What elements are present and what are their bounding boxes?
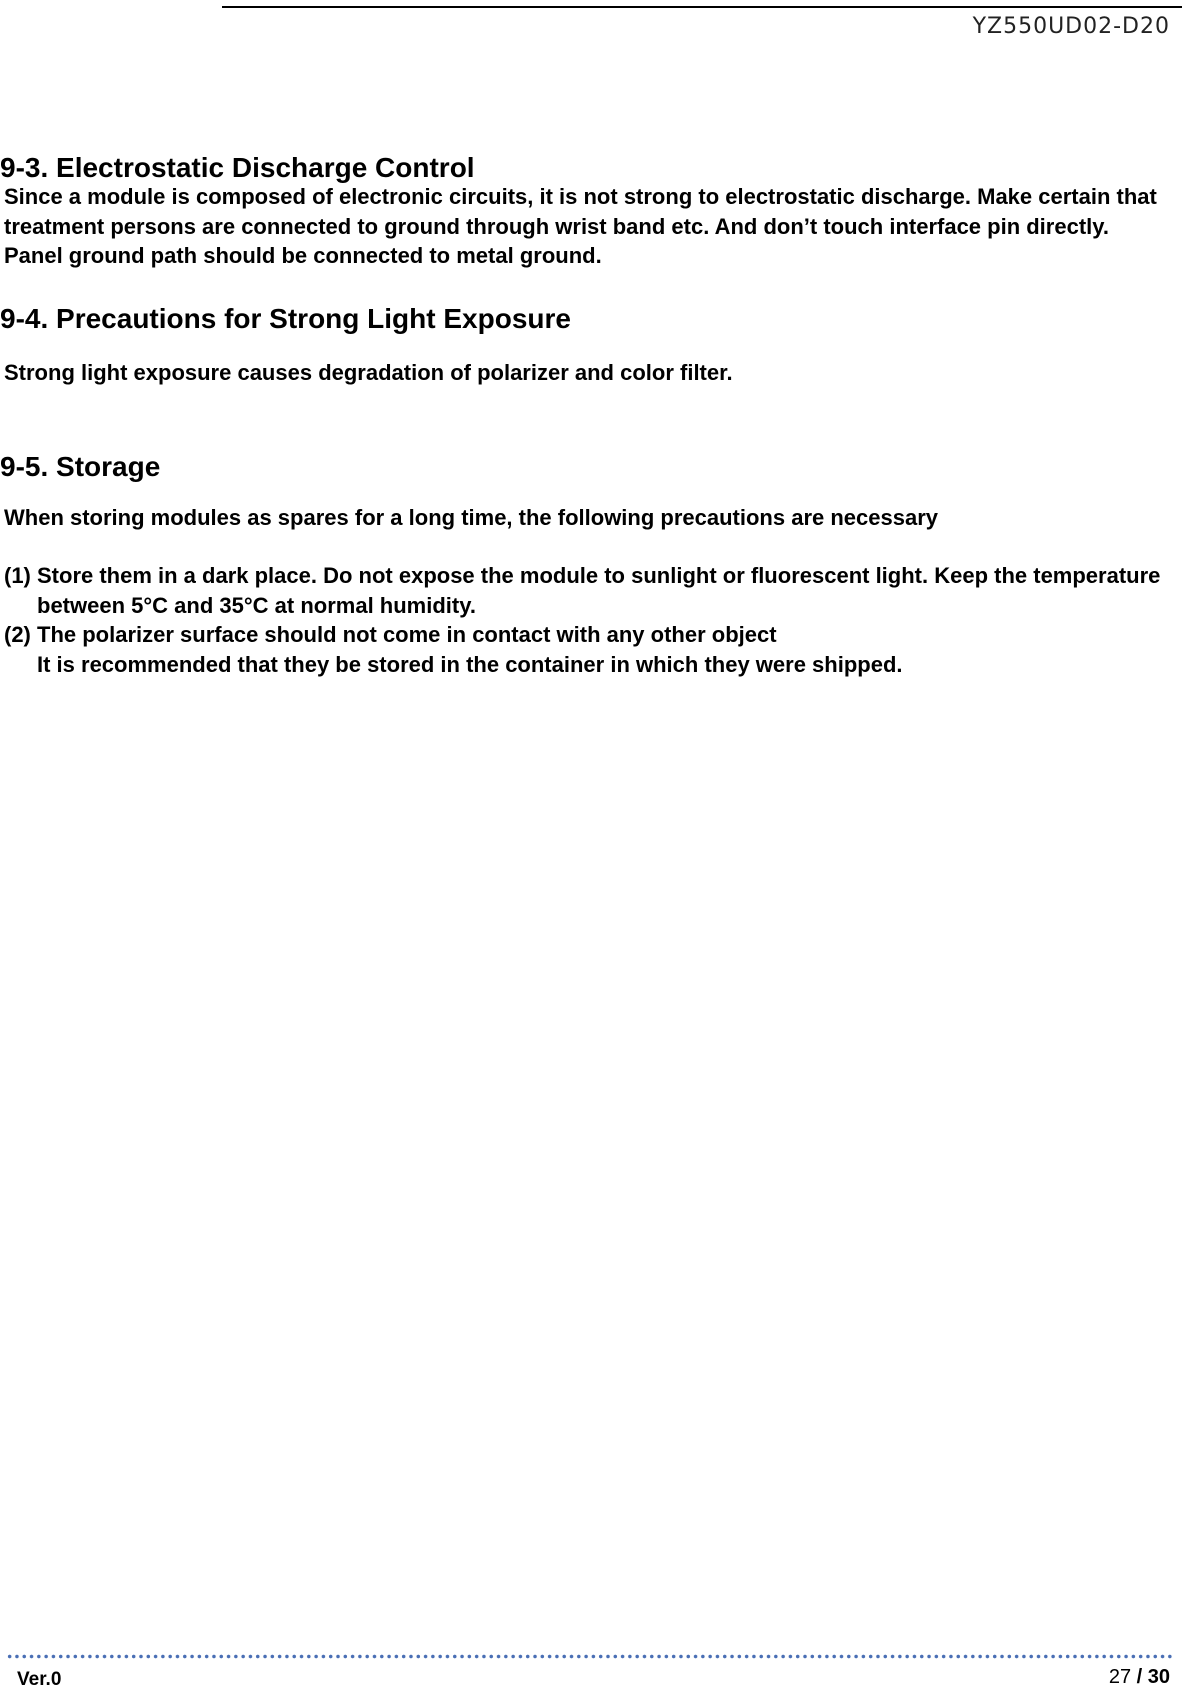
storage-intro: When storing modules as spares for a long time, the following precautions are necessary — [4, 505, 939, 530]
header-rule — [222, 6, 1182, 8]
version-label: Ver.0 — [17, 1669, 62, 1690]
list-item: (2) The polarizer surface should not come in contact with any other object — [4, 622, 777, 647]
footer-dotted-rule — [6, 1654, 1174, 1659]
section-body-light — [4, 358, 733, 388]
section-heading-esd: 9-3. Electrostatic Discharge Control — [0, 152, 475, 183]
text-line: Strong light exposure causes degradation of polarizer and color filter. — [4, 360, 733, 385]
page-number — [1109, 1666, 1170, 1689]
text-line: Since a module is composed of electronic circuits, it is not strong to electrostatic discharge. Make certain that — [4, 184, 1157, 209]
page-separator: / — [1131, 1666, 1148, 1688]
page-current: 27 — [1108, 1666, 1132, 1688]
section-body-esd — [4, 182, 1157, 271]
list-item-continuation: It is recommended that they be stored in the container in which they were shipped. — [37, 651, 903, 677]
list-item: (1) Store them in a dark place. Do not expose the module to sunlight or fluorescent light. Keep the temperature — [4, 563, 1161, 588]
section-heading-storage: 9-5. Storage — [0, 451, 161, 482]
text-line: Panel ground path should be connected to metal ground. — [4, 243, 602, 268]
storage-precautions-list — [4, 561, 1160, 679]
text-line: treatment persons are connected to ground through wrist band etc. And don’t touch interface pin directly. — [4, 213, 1109, 239]
page-total: 30 — [1147, 1666, 1170, 1688]
document-id: YZ550UD02-D20 — [972, 14, 1170, 39]
section-heading-light: 9-4. Precautions for Strong Light Exposure — [0, 303, 571, 334]
list-item-continuation: between 5°C and 35°C at normal humidity. — [37, 592, 476, 618]
